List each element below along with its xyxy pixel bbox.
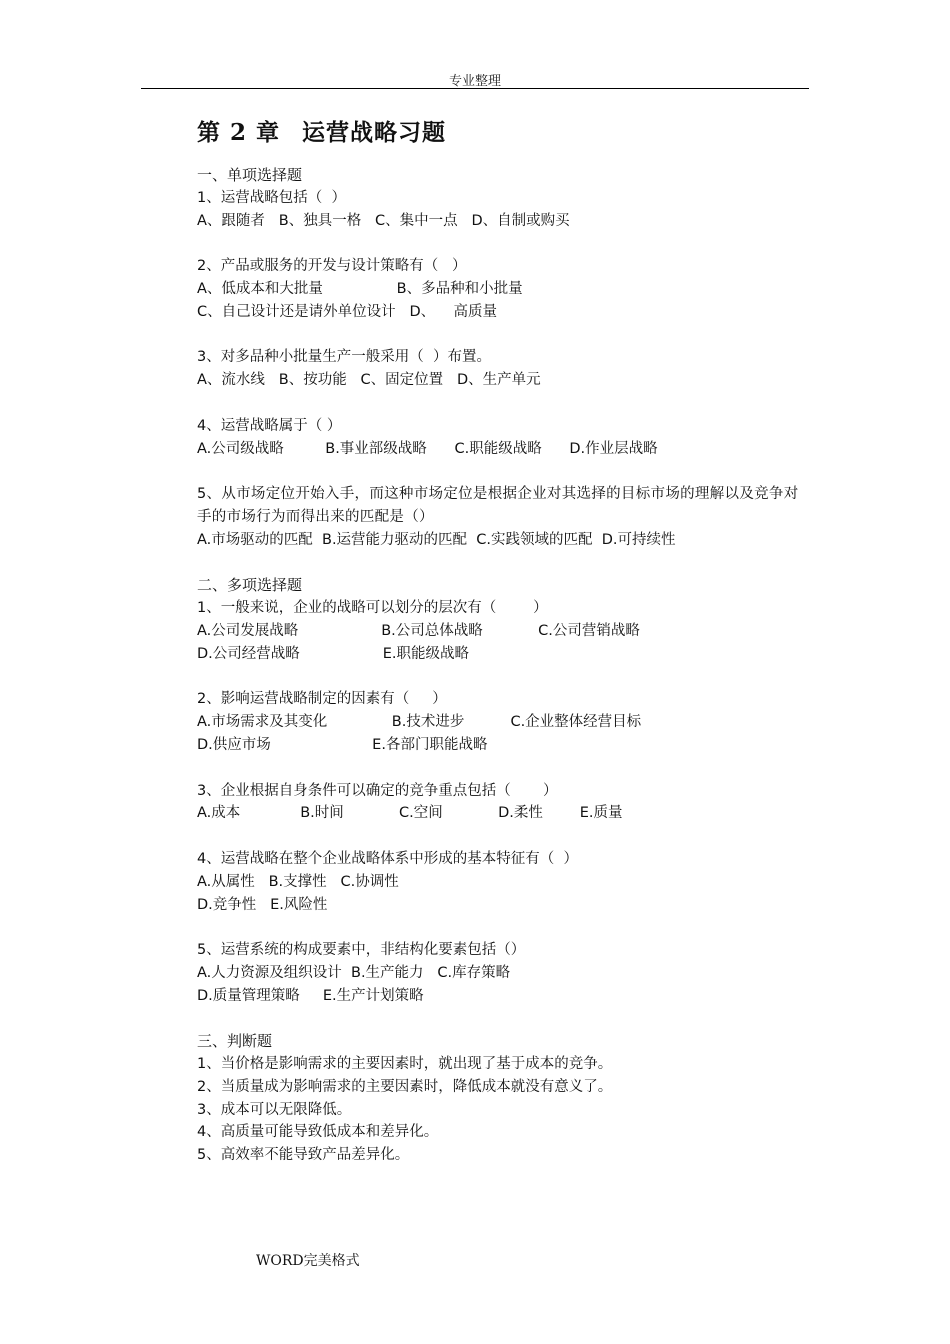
document-body xyxy=(197,118,809,1167)
question-options: A.成本 B.时间 C.空间 D.柔性 E.质量 xyxy=(197,805,623,822)
question-options: A.公司发展战略 B.公司总体战略 C.公司营销战略 xyxy=(197,622,640,639)
header-rule xyxy=(141,88,809,89)
question-options: A、低成本和大批量 B、多品种和小批量 xyxy=(197,280,523,297)
judgment-item: 4、高质量可能导致低成本和差异化。 xyxy=(197,1124,439,1141)
question-options: A、流水线 B、按功能 C、固定位置 D、生产单元 xyxy=(197,372,541,389)
section-heading-single-choice: 一、单项选择题 xyxy=(197,166,303,184)
chapter-name: 运营战略习题 xyxy=(302,119,447,146)
question-options: D.竞争性 E.风险性 xyxy=(197,896,328,913)
question-options: A.市场需求及其变化 B.技术进步 C.企业整体经营目标 xyxy=(197,714,642,731)
question-stem: 1、一般来说，企业的战略可以划分的层次有（ ） xyxy=(197,600,548,617)
question-options: D.质量管理策略 E.生产计划策略 xyxy=(197,987,424,1004)
judgment-item: 2、当质量成为影响需求的主要因素时，降低成本就没有意义了。 xyxy=(197,1078,613,1095)
question-stem: 5、从市场定位开始入手，而这种市场定位是根据企业对其选择的目标市场的理解以及竞争对手的市场行为而得出来的匹配是（） xyxy=(197,486,799,525)
page-header: 专业整理 xyxy=(448,74,501,89)
judgment-item: 1、当价格是影响需求的主要因素时，就出现了基于成本的竞争。 xyxy=(197,1056,613,1073)
question-stem: 4、运营战略在整个企业战略体系中形成的基本特征有（ ） xyxy=(197,850,578,867)
question-stem: 1、运营战略包括（ ） xyxy=(197,189,346,206)
question-stem: 3、企业根据自身条件可以确定的竞争重点包括（ ） xyxy=(197,782,558,799)
question-stem: 2、影响运营战略制定的因素有（ ） xyxy=(197,691,447,708)
page-footer: WORD完美格式 xyxy=(256,1253,360,1269)
judgment-item: 5、高效率不能导致产品差异化。 xyxy=(197,1147,410,1164)
chapter-number: 第 2 章 xyxy=(197,119,281,146)
question-stem: 2、产品或服务的开发与设计策略有（ ） xyxy=(197,258,467,275)
question-options: A、跟随者 B、独具一格 C、集中一点 D、自制或购买 xyxy=(197,212,570,229)
question-stem: 5、运营系统的构成要素中，非结构化要素包括（） xyxy=(197,942,526,959)
question-options: A.从属性 B.支撑性 C.协调性 xyxy=(197,873,399,890)
section-heading-true-false: 三、判断题 xyxy=(197,1032,273,1051)
question-options: C、自己设计还是请外单位设计 D、 高质量 xyxy=(197,303,498,320)
question-stem: 3、对多品种小批量生产一般采用（ ）布置。 xyxy=(197,349,491,366)
question-options: A.公司级战略 B.事业部级战略 C.职能级战略 D.作业层战略 xyxy=(197,440,658,457)
chapter-title xyxy=(197,118,809,160)
question-stem: 4、运营战略属于（ ） xyxy=(197,417,342,434)
question-options: D.公司经营战略 E.职能级战略 xyxy=(197,645,470,662)
question-options: A.人力资源及组织设计 B.生产能力 C.库存策略 xyxy=(197,964,511,981)
question-options: A.市场驱动的匹配 B.运营能力驱动的匹配 C.实践领域的匹配 D.可持续性 xyxy=(197,531,676,548)
section-heading-multiple-choice: 二、多项选择题 xyxy=(197,576,303,595)
question-options: D.供应市场 E.各部门职能战略 xyxy=(197,736,488,753)
judgment-item: 3、成本可以无限降低。 xyxy=(197,1101,352,1118)
